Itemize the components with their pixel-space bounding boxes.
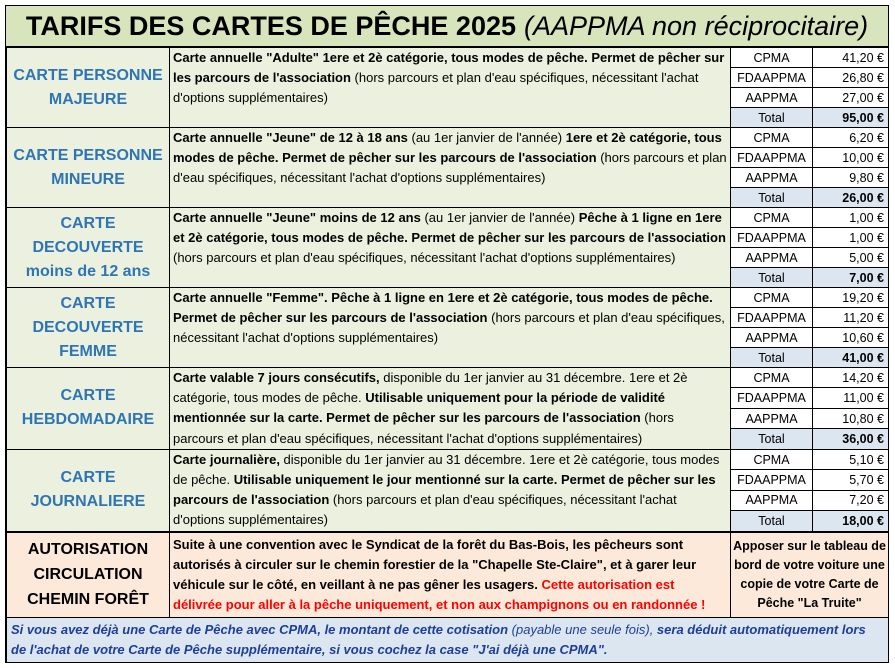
description-segment: Utilisable uniquement pour la période de validité mentionnée sur la carte. Permet de pêcher sur les parcours de l'association <box>173 390 666 426</box>
description-segment: (hors parcours et plan d'eau spécifiques, nécessitant l'achat d'options supplémentaires) <box>173 250 676 266</box>
description-segment: 1ere et 2è catégorie, tous modes de pêche. Permet de pêcher sur les parcours de l'association <box>173 130 722 166</box>
price-label: AAPPMA <box>731 88 813 108</box>
card-category-line: MAJEURE <box>48 90 128 108</box>
price-label: FDAAPPMA <box>731 388 813 408</box>
price-label: AAPPMA <box>731 490 813 510</box>
total-label: Total <box>731 511 813 531</box>
price-amount: 27,00 € <box>813 88 889 108</box>
tariff-line <box>7 368 889 388</box>
card-category-line: CARTE <box>60 387 116 405</box>
price-label: FDAAPPMA <box>731 148 813 168</box>
description-segment: Carte annuelle "Jeune" moins de 12 ans <box>173 210 421 225</box>
description-segment: (hors parcours et plan d'eau spécifiques, nécessitant l'achat d'options supplémentaires) <box>173 150 727 186</box>
total-label: Total <box>731 108 813 128</box>
auth-desc-text: Suite à une convention avec le Syndicat de la forêt du Bas-Bois, les pêcheurs sont autorisés à circuler sur le chemin forestier de la "Chapelle Ste-Claire", et à garer leur véhicule sur le côté, en veillant à ne pas gêner les usagers. <box>173 536 697 592</box>
card-category-line: CARTE PERSONNE <box>13 66 163 84</box>
total-label: Total <box>731 429 813 449</box>
footer-row <box>7 617 889 662</box>
price-amount: 41,20 € <box>813 48 889 68</box>
price-amount: 5,00 € <box>813 248 889 268</box>
price-amount: 1,00 € <box>813 228 889 248</box>
card-description <box>170 128 731 208</box>
tariff-line <box>7 128 889 148</box>
description-segment: disponible du 1er janvier au 31 décembre. 1ere et 2è catégorie, tous modes de pêche. <box>173 451 720 488</box>
card-category-line: CARTE <box>60 294 116 312</box>
card-category-line: HEBDOMADAIRE <box>21 411 155 429</box>
title-main: TARIFS DES CARTES DE PÊCHE 2025 <box>25 10 516 41</box>
price-amount: 10,60 € <box>813 328 889 348</box>
description-segment: (hors parcours et plan d'eau spécifiques, nécessitant l'achat d'options supplémentaires) <box>173 492 677 528</box>
card-category <box>7 288 170 368</box>
card-category-line: MINEURE <box>51 170 125 188</box>
price-label: FDAAPPMA <box>731 308 813 328</box>
price-amount: 9,80 € <box>813 168 889 188</box>
card-category <box>7 48 170 128</box>
tariff-line <box>7 288 889 308</box>
total-amount: 36,00 € <box>813 429 889 449</box>
price-amount: 10,80 € <box>813 408 889 428</box>
description-segment: (au 1er janvier de l'année) <box>407 130 566 145</box>
auth-cat-line-3: CHEMIN FORÊT <box>27 591 149 609</box>
card-description <box>170 208 731 288</box>
card-category-line: CARTE <box>60 214 116 232</box>
authorization-description <box>170 532 731 617</box>
price-amount: 7,20 € <box>813 490 889 510</box>
auth-desc-warning: Cette autorisation est délivrée pour aller à la pêche uniquement, et non aux champignons ou en randonnée ! <box>173 576 706 612</box>
description-segment: Carte annuelle "Femme". Pêche à 1 ligne en 1ere et 2è catégorie, tous modes de pêche. Permet de pêcher sur les parcours de l'association <box>173 290 713 326</box>
tariff-line <box>7 449 889 469</box>
title-subtitle: (AAPPMA non réciprocitaire) <box>524 10 869 41</box>
description-segment: Pêche à 1 ligne en 1ere et 2è catégorie, tous modes de pêche. Permet de pêcher sur les parcours de l'association <box>173 210 726 246</box>
card-description <box>170 449 731 531</box>
card-description <box>170 48 731 128</box>
description-segment: disponible du 1er janvier au 31 décembre. 1ere et 2è catégorie, tous modes de pêche. <box>173 370 688 406</box>
description-segment: Carte annuelle "Adulte" 1ere et 2è catégorie, tous modes de pêche. Permet de pêcher sur les parcours de l'association <box>173 50 725 86</box>
price-label: FDAAPPMA <box>731 470 813 490</box>
total-amount: 18,00 € <box>813 511 889 531</box>
price-label: FDAAPPMA <box>731 68 813 88</box>
price-label: CPMA <box>731 48 813 68</box>
card-category-line: CARTE <box>60 469 116 487</box>
description-segment: (hors parcours et plan d'eau spécifiques, nécessitant l'achat d'options supplémentaires) <box>173 310 725 346</box>
total-amount: 95,00 € <box>813 108 889 128</box>
footer-note <box>7 617 889 662</box>
price-label: AAPPMA <box>731 248 813 268</box>
card-category <box>7 449 170 531</box>
card-category-line: DECOUVERTE <box>32 318 144 336</box>
total-label: Total <box>731 348 813 368</box>
authorization-category <box>7 532 170 617</box>
card-category-line: CARTE PERSONNE <box>13 146 163 164</box>
auth-cat-line-2: CIRCULATION <box>33 566 143 584</box>
price-label: AAPPMA <box>731 328 813 348</box>
price-amount: 5,10 € <box>813 449 889 469</box>
price-label: CPMA <box>731 208 813 228</box>
tariff-sheet <box>5 5 889 663</box>
card-description <box>170 288 731 368</box>
card-category <box>7 368 170 450</box>
card-category-line: DECOUVERTE <box>32 238 144 256</box>
price-amount: 19,20 € <box>813 288 889 308</box>
price-amount: 14,20 € <box>813 368 889 388</box>
footer-part-1: Si vous avez déjà une Carte de Pêche avec CPMA, le montant de cette cotisation <box>11 621 509 637</box>
description-segment: (hors parcours et plan d'eau spécifiques, nécessitant l'achat d'options supplémentaires) <box>173 70 699 106</box>
description-segment: Carte valable 7 jours consécutifs, <box>173 370 380 385</box>
tariff-body <box>7 48 889 532</box>
price-label: CPMA <box>731 288 813 308</box>
card-category <box>7 208 170 288</box>
description-segment: (au 1er janvier de l'année) <box>420 210 579 225</box>
price-label: FDAAPPMA <box>731 228 813 248</box>
price-amount: 5,70 € <box>813 470 889 490</box>
total-label: Total <box>731 268 813 288</box>
page-title <box>6 6 888 47</box>
price-amount: 1,00 € <box>813 208 889 228</box>
price-amount: 10,00 € <box>813 148 889 168</box>
authorization-row <box>7 532 889 617</box>
price-amount: 6,20 € <box>813 128 889 148</box>
price-label: CPMA <box>731 128 813 148</box>
description-segment: Carte annuelle "Jeune" de 12 à 18 ans <box>173 130 408 145</box>
price-amount: 11,00 € <box>813 388 889 408</box>
card-description <box>170 368 731 450</box>
total-amount: 26,00 € <box>813 188 889 208</box>
card-category <box>7 128 170 208</box>
price-label: AAPPMA <box>731 408 813 428</box>
description-segment: Carte journalière, <box>173 451 280 467</box>
card-category-line: moins de 12 ans <box>25 262 151 280</box>
authorization-note: Apposer sur le tableau de bord de votre voiture une copie de votre Carte de Pêche "La Truite" <box>731 532 889 617</box>
price-amount: 11,20 € <box>813 308 889 328</box>
price-label: AAPPMA <box>731 168 813 188</box>
description-segment: Utilisable uniquement le jour mentionné sur la carte. Permet de pêcher sur les parcours de l'association <box>173 472 716 508</box>
auth-cat-line-1: AUTORISATION <box>27 541 149 559</box>
footer-part-2: (payable une seule fois), <box>508 621 657 637</box>
tariff-line <box>7 48 889 68</box>
footer-part-3: sera déduit automatiquement lors de l'achat de votre Carte de Pêche supplémentaire, si vous cochez la case "J'ai déjà une CPMA". <box>11 621 866 657</box>
total-label: Total <box>731 188 813 208</box>
description-segment: (hors parcours et plan d'eau spécifiques, nécessitant l'achat d'options supplémentaires) <box>173 410 674 446</box>
total-amount: 7,00 € <box>813 268 889 288</box>
tariff-line <box>7 208 889 228</box>
card-category-line: FEMME <box>59 342 117 360</box>
price-label: CPMA <box>731 368 813 388</box>
price-amount: 26,80 € <box>813 68 889 88</box>
total-amount: 41,00 € <box>813 348 889 368</box>
card-category-line: JOURNALIERE <box>30 493 146 511</box>
price-label: CPMA <box>731 449 813 469</box>
authorization-table <box>6 532 889 663</box>
tariff-table <box>6 47 889 532</box>
